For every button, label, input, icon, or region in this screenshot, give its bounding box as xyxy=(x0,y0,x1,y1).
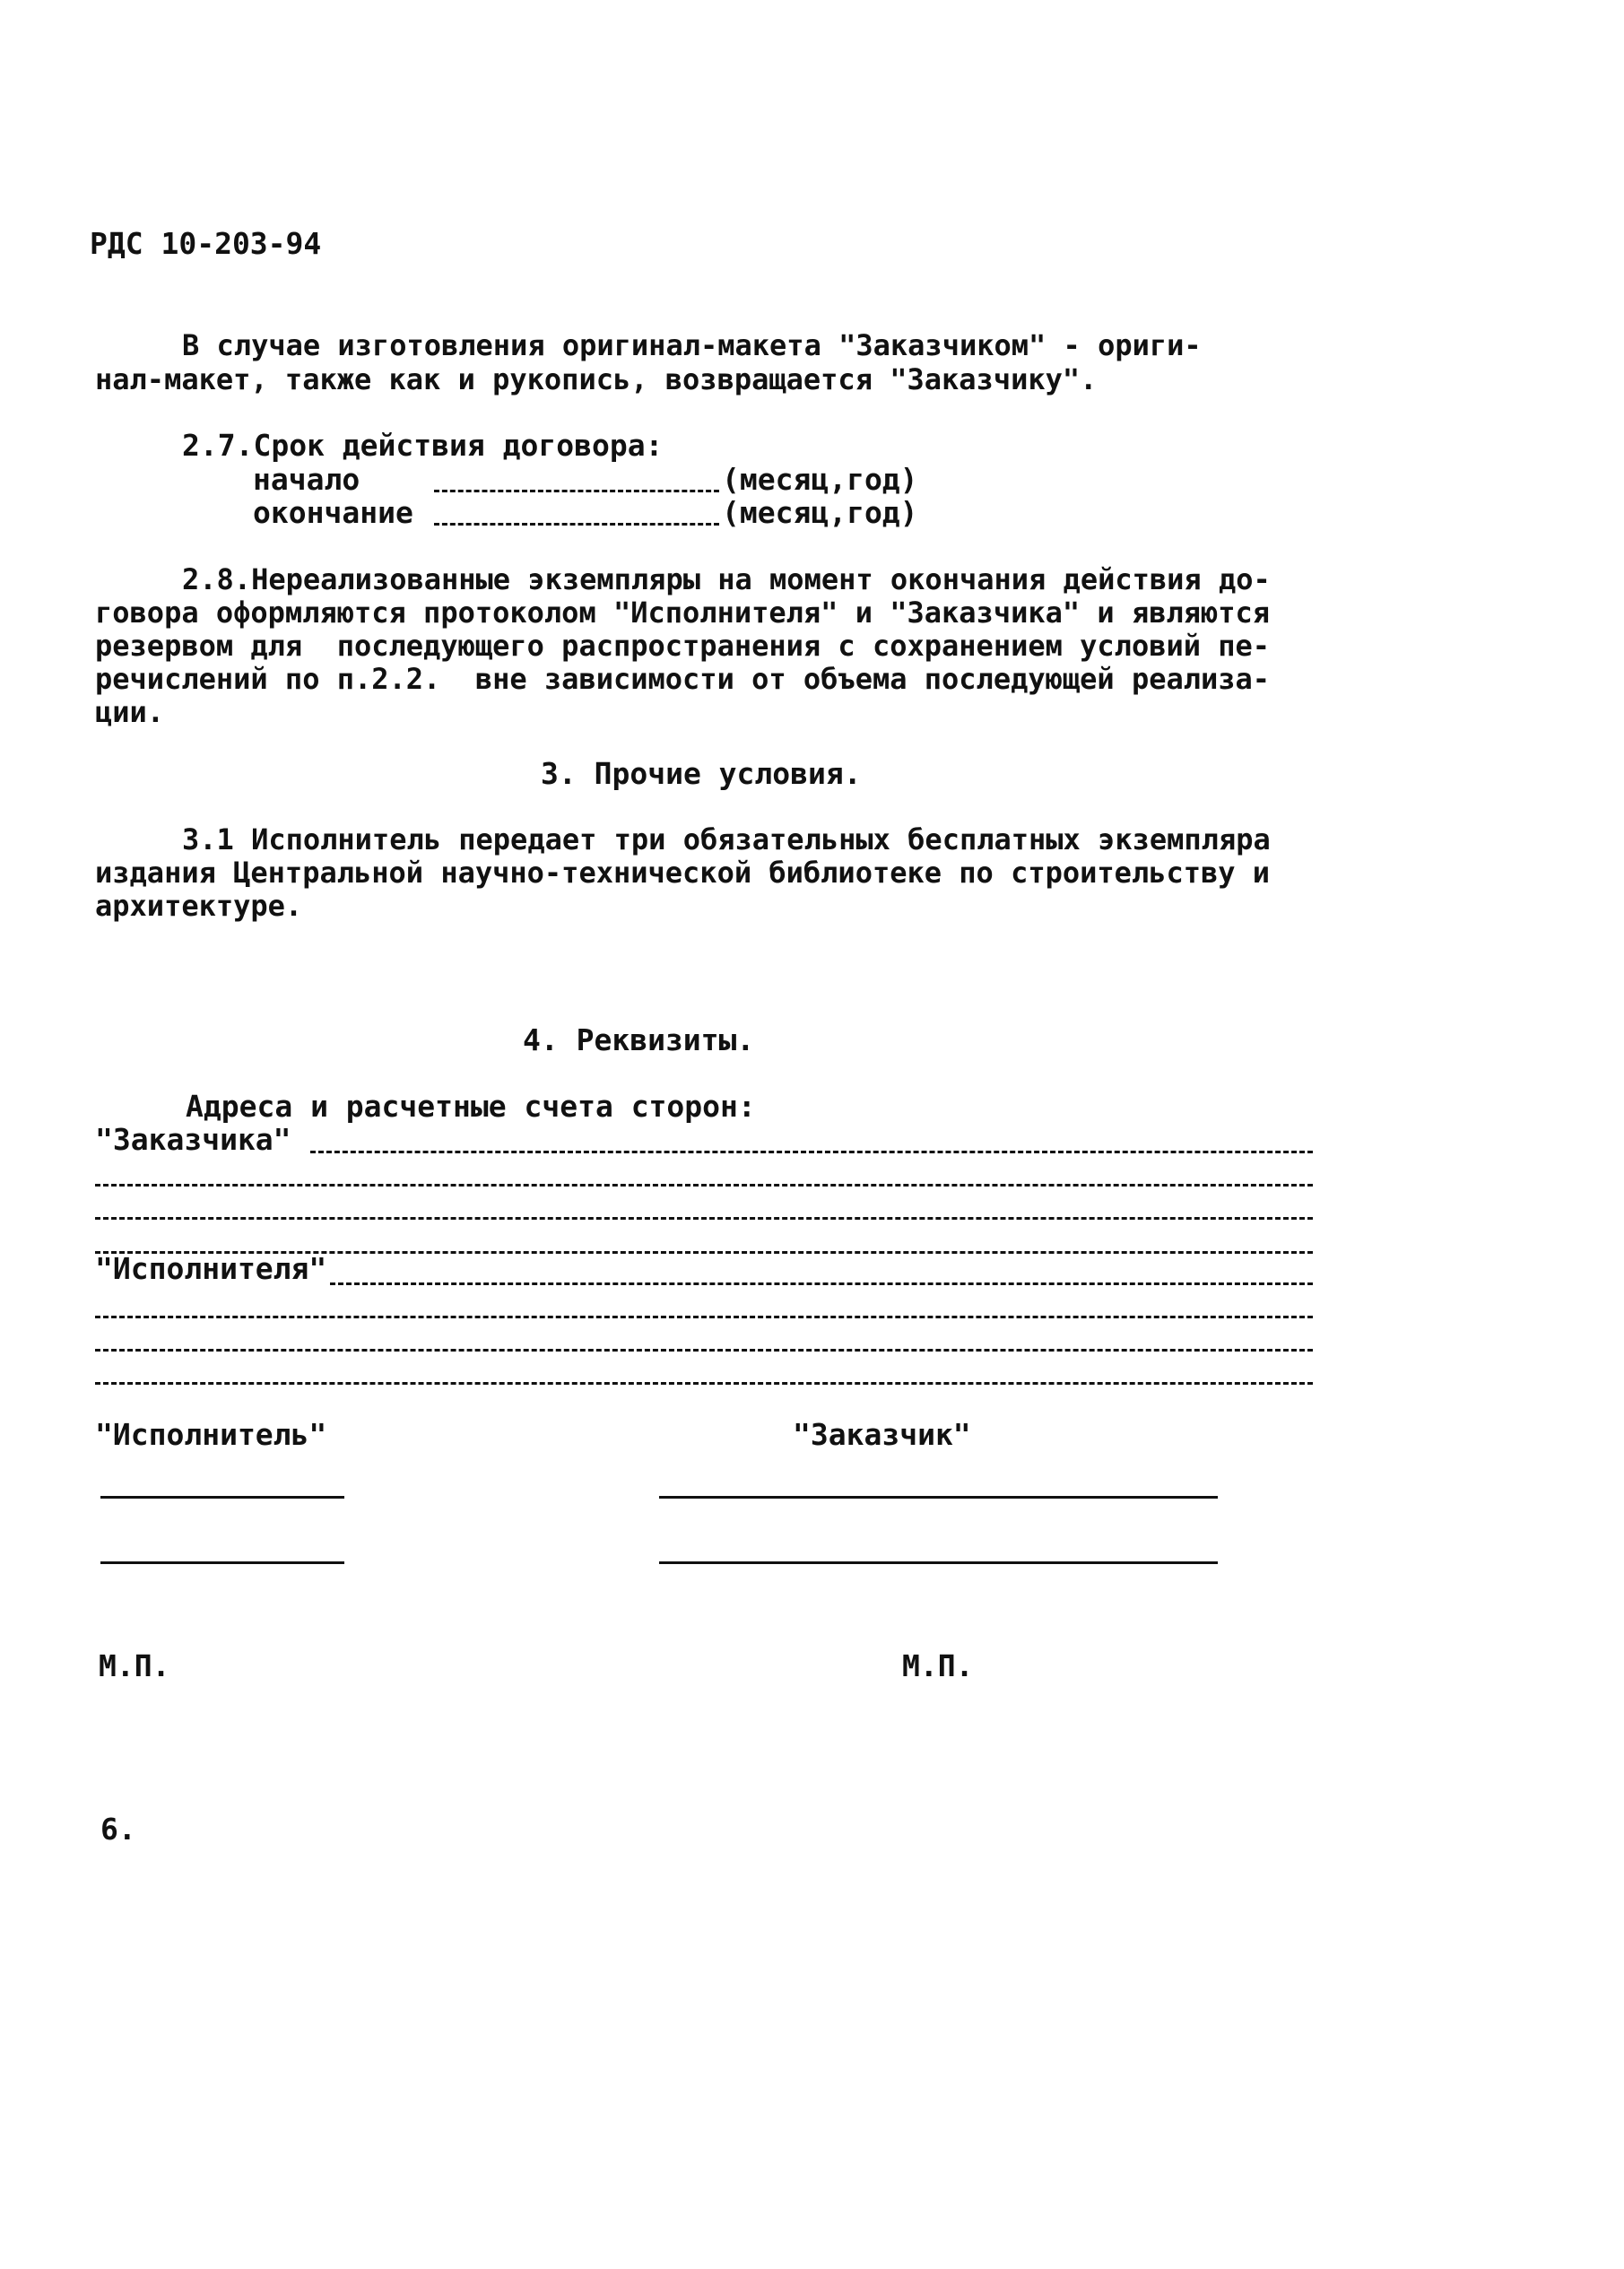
customer-details-line-2[interactable] xyxy=(95,1184,1313,1187)
customer-label: "Заказчика" xyxy=(95,1122,291,1157)
section-2-8-line-2: говора оформляются протоколом "Исполнителя" и "Заказчика" и являются xyxy=(95,596,1271,630)
customer-signature-label: "Заказчик" xyxy=(793,1417,971,1452)
section-3-heading: 3. Прочие условия. xyxy=(541,756,862,791)
customer-details-line-3[interactable] xyxy=(95,1217,1313,1220)
customer-signature-line-2[interactable] xyxy=(659,1561,1218,1564)
section-2-8-line-5: ции. xyxy=(95,695,165,729)
section-3-line-1: 3.1 Исполнитель передает три обязательных бесплатных экземпляра xyxy=(182,822,1271,856)
section-3-line-3: архитектуре. xyxy=(95,889,303,923)
term-end-field[interactable] xyxy=(434,523,719,526)
stamp-right: М.П. xyxy=(902,1648,974,1683)
term-end-unit: (месяц,год) xyxy=(722,495,918,530)
section-2-8-line-4: речислений по п.2.2. вне зависимости от объема последующей реализа- xyxy=(95,662,1271,696)
contractor-signature-line-2[interactable] xyxy=(100,1561,344,1564)
contractor-label: "Исполнителя" xyxy=(95,1251,327,1286)
page-number: 6. xyxy=(100,1812,136,1847)
contractor-details-line-2[interactable] xyxy=(95,1316,1313,1318)
customer-signature-line-1[interactable] xyxy=(659,1496,1218,1499)
intro-line-2: нал-макет, также как и рукопись, возвращается "Заказчику". xyxy=(95,362,1098,396)
contractor-signature-label: "Исполнитель" xyxy=(95,1417,327,1452)
contractor-details-field[interactable] xyxy=(330,1282,1313,1285)
term-start-field[interactable] xyxy=(434,490,719,492)
document-code: РДС 10-203-94 xyxy=(90,226,322,261)
term-end-label: окончание xyxy=(253,495,413,530)
intro-line-1: В случае изготовления оригинал-макета "Заказчиком" - ориги- xyxy=(182,328,1202,362)
section-2-8-line-3: резервом для последующего распространения с сохранением условий пе- xyxy=(95,629,1271,663)
term-start-unit: (месяц,год) xyxy=(722,462,918,497)
contractor-details-line-3[interactable] xyxy=(95,1349,1313,1352)
section-4-heading: 4. Реквизиты. xyxy=(523,1022,755,1057)
contractor-signature-line-1[interactable] xyxy=(100,1496,344,1499)
stamp-left: М.П. xyxy=(99,1648,170,1683)
section-2-8-line-1: 2.8.Нереализованные экземпляры на момент окончания действия до- xyxy=(182,562,1271,596)
contractor-details-line-4[interactable] xyxy=(95,1382,1313,1385)
section-3-line-2: издания Центральной научно-технической библиотеке по строительству и xyxy=(95,856,1271,890)
customer-details-field[interactable] xyxy=(310,1151,1313,1153)
section-2-7-title: 2.7.Срок действия договора: xyxy=(182,428,664,463)
term-start-label: начало xyxy=(253,462,360,497)
addresses-label: Адреса и расчетные счета сторон: xyxy=(186,1089,756,1124)
